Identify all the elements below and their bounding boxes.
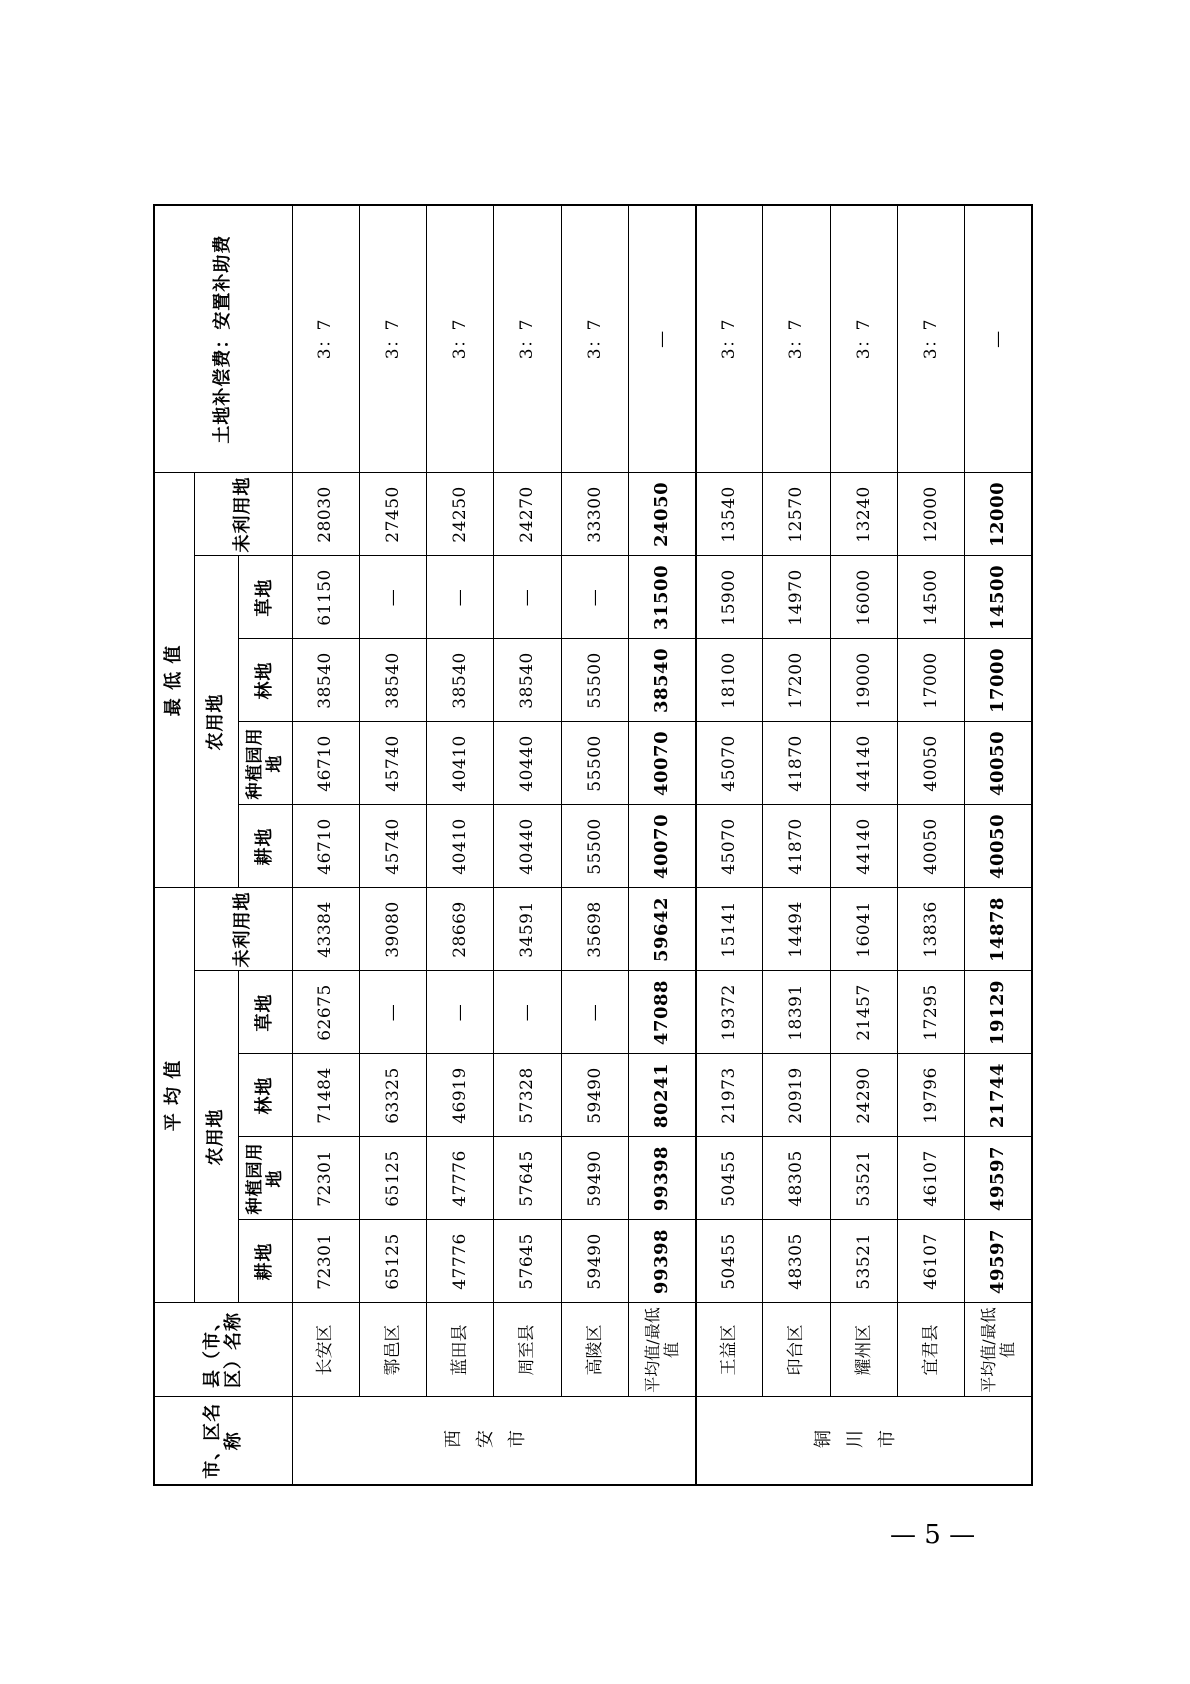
ratio-value: 3：7 xyxy=(427,205,494,473)
table-body xyxy=(292,205,1032,1485)
avg-value: 28669 xyxy=(427,888,494,971)
avg-value: 34591 xyxy=(494,888,561,971)
min-value: 24250 xyxy=(427,473,494,556)
county-name: 平均值/最低值 xyxy=(628,1303,695,1397)
header-min-unused: 未利用地 xyxy=(194,473,292,556)
county-name: 王益区 xyxy=(696,1303,763,1397)
county-name: 宜君县 xyxy=(897,1303,964,1397)
min-value: 40070 xyxy=(628,722,695,805)
header-avg-group: 平 均 值 xyxy=(154,888,194,1303)
table-row xyxy=(359,205,426,1485)
header-ratio: 土地补偿费：安置补助费 xyxy=(154,205,292,473)
avg-value: 71484 xyxy=(292,1054,359,1137)
min-value: 40050 xyxy=(965,722,1032,805)
min-value: 18100 xyxy=(696,639,763,722)
table-row xyxy=(696,205,763,1485)
min-value: 13240 xyxy=(830,473,897,556)
avg-value: 99398 xyxy=(628,1137,695,1220)
min-value: 17200 xyxy=(763,639,830,722)
ratio-value: 3：7 xyxy=(359,205,426,473)
header-min-plantation: 种植园用地 xyxy=(238,722,292,805)
min-value: — xyxy=(494,556,561,639)
avg-value: 59642 xyxy=(628,888,695,971)
avg-value: 20919 xyxy=(763,1054,830,1137)
avg-value: 17295 xyxy=(897,971,964,1054)
table-row xyxy=(292,205,359,1485)
county-name: 平均值/最低值 xyxy=(965,1303,1032,1397)
city-cell xyxy=(696,1397,1032,1485)
avg-value: 14494 xyxy=(763,888,830,971)
min-value: 41870 xyxy=(763,805,830,888)
avg-value: 62675 xyxy=(292,971,359,1054)
avg-value: 47776 xyxy=(427,1220,494,1303)
avg-value: 15141 xyxy=(696,888,763,971)
min-value: 17000 xyxy=(965,639,1032,722)
min-value: 55500 xyxy=(561,639,628,722)
table-row xyxy=(830,205,897,1485)
min-value: 31500 xyxy=(628,556,695,639)
ratio-value: 3：7 xyxy=(830,205,897,473)
min-value: 12000 xyxy=(897,473,964,556)
min-value: 61150 xyxy=(292,556,359,639)
avg-value: 16041 xyxy=(830,888,897,971)
avg-value: 72301 xyxy=(292,1137,359,1220)
header-avg-arable: 耕地 xyxy=(238,1220,292,1303)
min-value: 40410 xyxy=(427,722,494,805)
table-row xyxy=(897,205,964,1485)
header-min-agri: 农用地 xyxy=(194,556,238,888)
county-name: 长安区 xyxy=(292,1303,359,1397)
header-avg-unused: 未利用地 xyxy=(194,888,292,971)
avg-value: 21973 xyxy=(696,1054,763,1137)
avg-value: 19796 xyxy=(897,1054,964,1137)
avg-value: 21744 xyxy=(965,1054,1032,1137)
table-row xyxy=(763,205,830,1485)
min-value: 16000 xyxy=(830,556,897,639)
city-name: 铜川市 xyxy=(813,1429,909,1451)
county-name: 鄠邑区 xyxy=(359,1303,426,1397)
header-min-group: 最 低 值 xyxy=(154,473,194,888)
avg-value: 53521 xyxy=(830,1137,897,1220)
min-value: 40050 xyxy=(897,805,964,888)
avg-value: 63325 xyxy=(359,1054,426,1137)
min-value: 40410 xyxy=(427,805,494,888)
min-value: 12000 xyxy=(965,473,1032,556)
avg-value: 99398 xyxy=(628,1220,695,1303)
min-value: — xyxy=(561,556,628,639)
min-value: 12570 xyxy=(763,473,830,556)
ratio-value: 3：7 xyxy=(561,205,628,473)
avg-value: 13836 xyxy=(897,888,964,971)
min-value: 38540 xyxy=(292,639,359,722)
city-cell xyxy=(292,1397,696,1485)
min-value: 24050 xyxy=(628,473,695,556)
min-value: 45740 xyxy=(359,805,426,888)
avg-value: 46919 xyxy=(427,1054,494,1137)
avg-value: 19129 xyxy=(965,971,1032,1054)
min-value: 46710 xyxy=(292,805,359,888)
table-row xyxy=(561,205,628,1485)
avg-value: 59490 xyxy=(561,1137,628,1220)
avg-value: 50455 xyxy=(696,1137,763,1220)
header-city: 市、区名称 xyxy=(154,1397,292,1485)
county-name: 周至县 xyxy=(494,1303,561,1397)
header-avg-grass: 草地 xyxy=(238,971,292,1054)
avg-value: 50455 xyxy=(696,1220,763,1303)
ratio-value: — xyxy=(965,205,1032,473)
ratio-value: 3：7 xyxy=(292,205,359,473)
ratio-value: 3：7 xyxy=(494,205,561,473)
avg-value: 65125 xyxy=(359,1137,426,1220)
ratio-value: 3：7 xyxy=(897,205,964,473)
min-value: 44140 xyxy=(830,805,897,888)
avg-value: 47776 xyxy=(427,1137,494,1220)
min-value: 14970 xyxy=(763,556,830,639)
min-value: 40440 xyxy=(494,805,561,888)
avg-value: 46107 xyxy=(897,1220,964,1303)
ratio-value: 3：7 xyxy=(696,205,763,473)
min-value: 55500 xyxy=(561,722,628,805)
avg-value: 46107 xyxy=(897,1137,964,1220)
min-value: — xyxy=(427,556,494,639)
avg-value: 19372 xyxy=(696,971,763,1054)
min-value: 27450 xyxy=(359,473,426,556)
county-name: 高陵区 xyxy=(561,1303,628,1397)
ratio-value: — xyxy=(628,205,695,473)
avg-value: 43384 xyxy=(292,888,359,971)
ratio-value: 3：7 xyxy=(763,205,830,473)
avg-value: 39080 xyxy=(359,888,426,971)
table-row xyxy=(427,205,494,1485)
avg-value: 57328 xyxy=(494,1054,561,1137)
table-row xyxy=(494,205,561,1485)
summary-row xyxy=(965,205,1032,1485)
min-value: 15900 xyxy=(696,556,763,639)
min-value: 38540 xyxy=(427,639,494,722)
avg-value: 59490 xyxy=(561,1054,628,1137)
avg-value: 53521 xyxy=(830,1220,897,1303)
avg-value: 24290 xyxy=(830,1054,897,1137)
avg-value: 18391 xyxy=(763,971,830,1054)
min-value: 40050 xyxy=(897,722,964,805)
avg-value: 35698 xyxy=(561,888,628,971)
header-avg-plantation: 种植园用地 xyxy=(238,1137,292,1220)
min-value: 14500 xyxy=(897,556,964,639)
county-name: 印台区 xyxy=(763,1303,830,1397)
avg-value: 80241 xyxy=(628,1054,695,1137)
county-name: 蓝田县 xyxy=(427,1303,494,1397)
header-county: 县（市、区）名称 xyxy=(154,1303,292,1397)
min-value: 24270 xyxy=(494,473,561,556)
compensation-table xyxy=(153,204,1033,1486)
avg-value: 65125 xyxy=(359,1220,426,1303)
min-value: 33300 xyxy=(561,473,628,556)
min-value: 19000 xyxy=(830,639,897,722)
avg-value: 49597 xyxy=(965,1137,1032,1220)
rotated-table-wrapper xyxy=(153,206,1033,1486)
avg-value: 57645 xyxy=(494,1220,561,1303)
min-value: 13540 xyxy=(696,473,763,556)
min-value: 45070 xyxy=(696,805,763,888)
header-min-arable: 耕地 xyxy=(238,805,292,888)
min-value: 45740 xyxy=(359,722,426,805)
avg-value: — xyxy=(561,971,628,1054)
min-value: 44140 xyxy=(830,722,897,805)
min-value: 40070 xyxy=(628,805,695,888)
min-value: 38540 xyxy=(628,639,695,722)
avg-value: 59490 xyxy=(561,1220,628,1303)
header-min-forest: 林地 xyxy=(238,639,292,722)
avg-value: 72301 xyxy=(292,1220,359,1303)
min-value: — xyxy=(359,556,426,639)
avg-value: 48305 xyxy=(763,1220,830,1303)
min-value: 17000 xyxy=(897,639,964,722)
summary-row xyxy=(628,205,695,1485)
avg-value: 48305 xyxy=(763,1137,830,1220)
avg-value: — xyxy=(359,971,426,1054)
page-number: — 5 — xyxy=(890,1520,976,1550)
min-value: 46710 xyxy=(292,722,359,805)
avg-value: 14878 xyxy=(965,888,1032,971)
min-value: 14500 xyxy=(965,556,1032,639)
min-value: 55500 xyxy=(561,805,628,888)
min-value: 40440 xyxy=(494,722,561,805)
min-value: 45070 xyxy=(696,722,763,805)
avg-value: 21457 xyxy=(830,971,897,1054)
avg-value: 57645 xyxy=(494,1137,561,1220)
header-avg-forest: 林地 xyxy=(238,1054,292,1137)
min-value: 38540 xyxy=(494,639,561,722)
min-value: 28030 xyxy=(292,473,359,556)
county-name: 耀州区 xyxy=(830,1303,897,1397)
header-avg-agri: 农用地 xyxy=(194,971,238,1303)
avg-value: — xyxy=(494,971,561,1054)
avg-value: 47088 xyxy=(628,971,695,1054)
avg-value: 49597 xyxy=(965,1220,1032,1303)
min-value: 40050 xyxy=(965,805,1032,888)
header-min-grass: 草地 xyxy=(238,556,292,639)
avg-value: — xyxy=(427,971,494,1054)
city-name: 西安市 xyxy=(442,1429,539,1451)
min-value: 38540 xyxy=(359,639,426,722)
min-value: 41870 xyxy=(763,722,830,805)
